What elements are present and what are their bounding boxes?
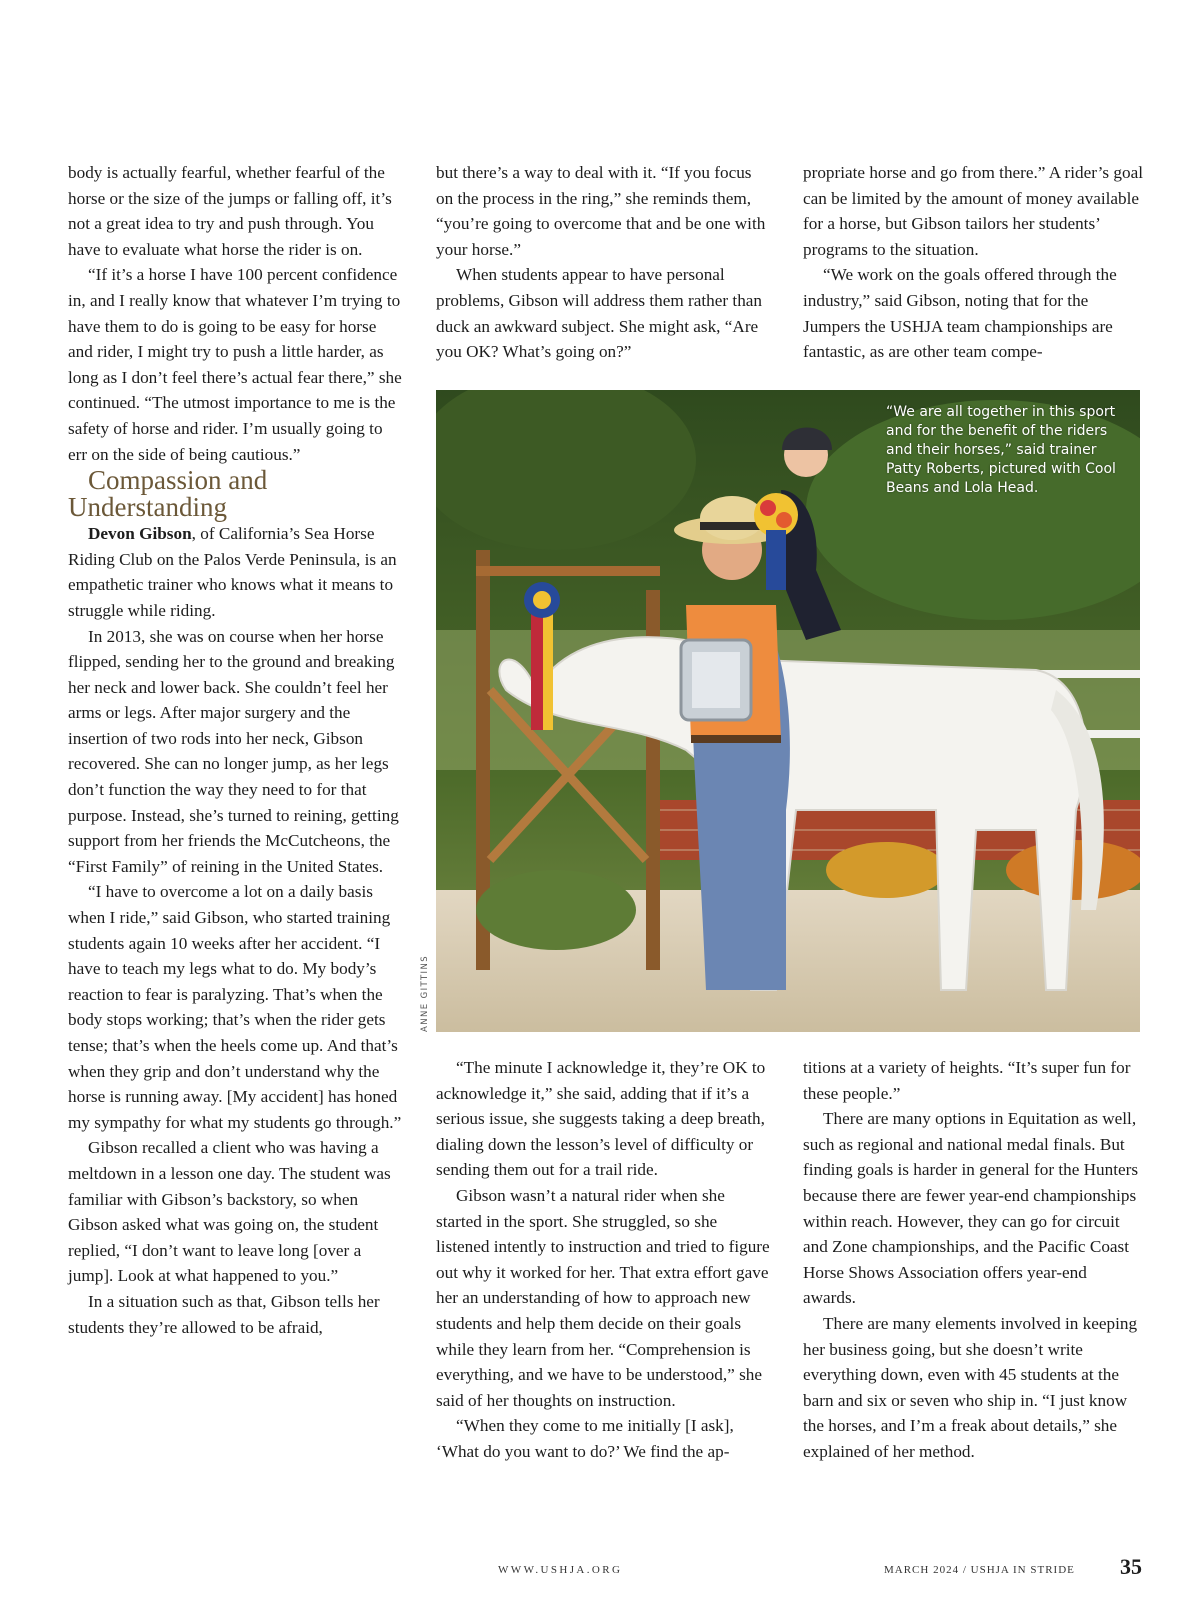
footer-website: WWW.USHJA.ORG (498, 1564, 623, 1576)
article-column-3-top (803, 160, 1143, 365)
trainer-name: Devon Gibson (88, 524, 192, 544)
paragraph: “We work on the goals offered through the industry,” said Gibson, noting that for the Jumpers the USHJA team championships are fantastic, as are other team compe- (803, 265, 1117, 362)
paragraph: propriate horse and go from there.” A rider’s goal can be limited by the amount of money available for a horse, but Gibson tailors her students’ programs to the situation. (803, 163, 1143, 259)
article-column-3-bottom (803, 1055, 1143, 1465)
paragraph: When students appear to have personal problems, Gibson will address them rather than duck an awkward subject. She might ask, “Are you OK? What’s going on?” (436, 265, 763, 362)
article-column-1 (68, 160, 403, 1340)
paragraph: In a situation such as that, Gibson tells her students they’re allowed to be afraid, (68, 1291, 380, 1337)
paragraph-text: , of California’s Sea Horse Riding Club on the Palos Verde Peninsula, is an empathetic trainer who knows what it means to struggle while riding. (68, 524, 397, 620)
paragraph: In 2013, she was on course when her horse flipped, sending her to the ground and breaking her neck and lower back. She couldn’t feel her arms or legs. After major surgery and the insertion of two rods into her neck, Gibson recovered. She can no longer jump, as her legs don’t function the way they need to for that purpose. Instead, she’s turned to reining, getting support from her friends the McCutcheons, the “First Family” of reining in the United States. (68, 626, 399, 876)
paragraph: titions at a variety of heights. “It’s super fun for these people.” (803, 1058, 1131, 1103)
paragraph: “When they come to me initially [I ask], ‘What do you want to do?’ We find the ap- (436, 1416, 734, 1461)
paragraph: Gibson wasn’t a natural rider when she started in the sport. She struggled, so she listened intently to instruction and tried to figure out why it worked for her. That extra effort gave her an understanding of how to approach new students and help them decide on their goals while they learn from her. “Comprehension is everything, and we have to be understood,” she said of her thoughts on instruction. (436, 1185, 770, 1410)
paragraph: There are many options in Equitation as well, such as regional and national medal finals. But finding goals is harder in general for the Hunters because there are fewer year-end championships within reach. However, they can go for circuit and Zone championships, and the Pacific Coast Horse Shows Association offers year-end awards. (803, 1109, 1139, 1308)
article-column-2-top (436, 160, 771, 365)
page-number: 35 (1120, 1554, 1142, 1579)
paragraph (68, 521, 403, 623)
section-heading: Compassion and Understanding (68, 465, 268, 523)
photo-caption: “We are all together in this sport and for the benefit of the riders and their horses,” said trainer Patty Roberts, pictured with Cool Beans and Lola Head. (886, 404, 1116, 496)
paragraph: Gibson recalled a client who was having a meltdown in a lesson one day. The student was familiar with Gibson’s backstory, so when Gibson asked what was going on, the student replied, “I don’t want to leave long [over a jump]. Look at what happened to you.” (68, 1138, 391, 1286)
photo-credit: ANNE GITTINS (420, 955, 430, 1032)
paragraph: “The minute I acknowledge it, they’re OK to acknowledge it,” she said, adding that if it’s a serious issue, she suggests taking a deep breath, dialing down the lesson’s level of difficulty or sending them out for a trail ride. (436, 1058, 766, 1180)
paragraph: “I have to overcome a lot on a daily basis when I ride,” said Gibson, who started training students again 10 weeks after her accident. “I have to teach my legs what to do. My body’s reaction to fear is paralyzing. That’s when the body stops working; that’s when the rider gets tense; that’s when the heels come up. And that’s when they grip and don’t understand why the horse is running away. [My accident] has honed my sympathy for what my students go through.” (68, 882, 402, 1132)
paragraph: body is actually fearful, whether fearful of the horse or the size of the jumps or falling off, it’s not a great idea to try and push through. You have to evaluate what horse the rider is on. (68, 163, 392, 259)
paragraph: but there’s a way to deal with it. “If you focus on the process in the ring,” she reminds them, “you’re going to overcome that and be one with your horse.” (436, 163, 766, 259)
paragraph: “If it’s a horse I have 100 percent confidence in, and I really know that whatever I’m trying to have them to do is going to be easy for horse and rider, I might try to push a little harder, as long as I don’t feel there’s actual fear there,” she continued. “The utmost importance to me is the safety of horse and rider. I’m usually going to err on the side of being cautious.” (68, 265, 402, 464)
article-column-2-bottom (436, 1055, 771, 1465)
paragraph: There are many elements involved in keeping her business going, but she doesn’t write everything down, even with 45 students at the barn and six or seven who ship in. “I just know the horses, and I’m a freak about details,” she explained of her method. (803, 1313, 1138, 1461)
footer-issue: MARCH 2024 / USHJA IN STRIDE (884, 1564, 1075, 1576)
